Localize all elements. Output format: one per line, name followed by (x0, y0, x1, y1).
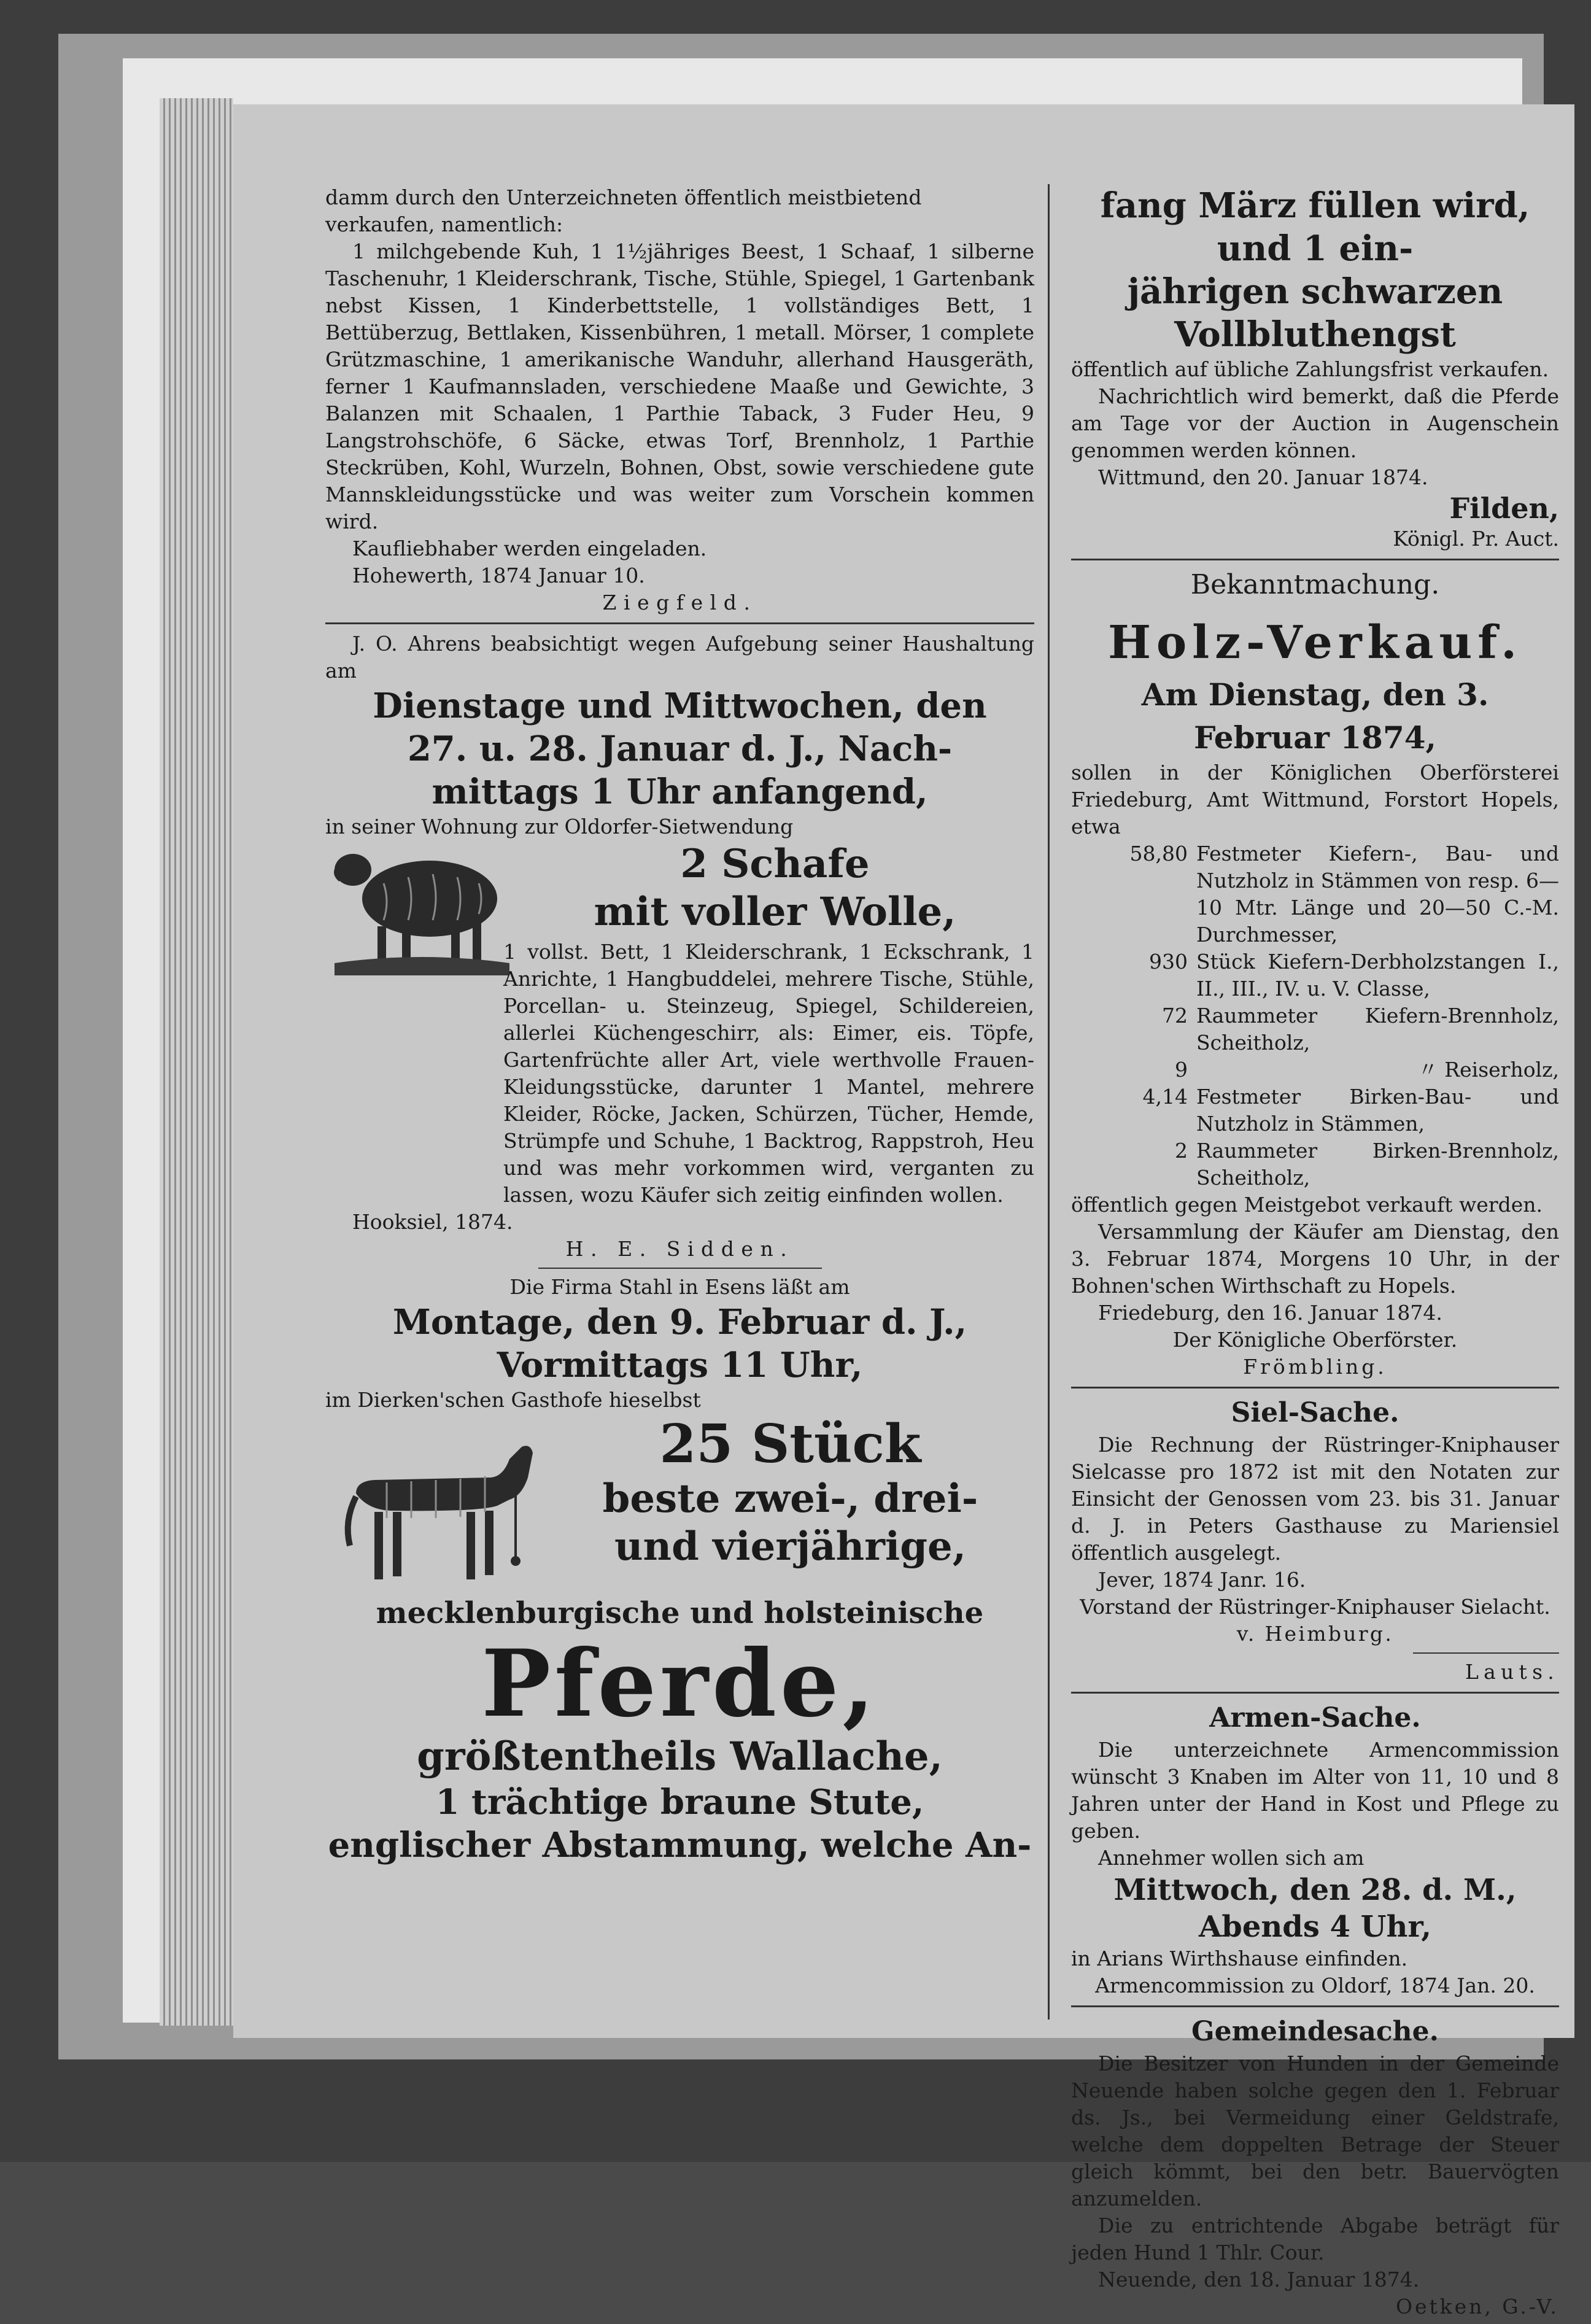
horse-icon (331, 1438, 540, 1592)
horse-text (546, 1414, 1034, 1592)
divider (325, 622, 1034, 624)
ad-intro: sollen in der Königlichen Oberförsterei Friedeburg, Amt Wittmund, Forstort Hopels, etwa (1071, 761, 1559, 839)
lot-quantity: 2 (1175, 1139, 1188, 1163)
signature: v. Heimburg. (1236, 1622, 1394, 1646)
place-date: Neuende, den 18. Januar 1874. (1098, 2268, 1420, 2291)
text-line: öffentlich gegen Meistgebot verkauft werden. (1071, 1193, 1543, 1217)
headline: Siel-Sache. (1231, 1397, 1399, 1428)
item-list: 1 vollst. Bett, 1 Kleiderschrank, 1 Eckschrank, 1 Anrichte, 1 Hangbuddelei, mehrere Tische, Stühle, Porcellan- u. Steinzeug, Spiegel, Schildereien, allerlei Küchengeschirr, als: Eimer, eis. Töpfe, Gartenfrüchte aller Art, viele werthvolle Frauen-Kleidungsstücke, darunter 1 Mantel, mehrere Kleider, Röcke, Jacken, Schürzen, Tücher, Hemde, Strümpfe und Schuhe, 1 Backtrog, Rappstroh, Heu und was mehr vorkommen wird, verganten zu lassen, wozu Käufer sich zeitig einfinden wollen. (503, 940, 1034, 1207)
lot-description: Festmeter Kiefern-, Bau- und Nutzholz in Stämmen von resp. 6—10 Mtr. Länge und 20—50 C.-M. Durchmesser, (1196, 842, 1559, 947)
ad-armen-sache (1071, 1700, 1559, 1999)
left-column (325, 184, 1034, 1870)
date-line: Am Dienstag, den 3. Februar 1874, (1141, 676, 1489, 756)
headline: jährigen schwarzen Vollbluthengst (1127, 271, 1503, 355)
lot-quantity: 72 (1162, 1004, 1188, 1028)
column-rule (1048, 184, 1050, 2020)
text-line: Annehmer wollen sich am (1098, 1846, 1365, 1870)
text-line: verkaufen, namentlich: (325, 212, 563, 236)
fee-note: Die zu entrichtende Abgabe beträgt für jeden Hund 1 Thlr. Cour. (1071, 2214, 1559, 2264)
headline: 2 Schafe (680, 841, 870, 887)
lot-row (1071, 1056, 1559, 1083)
date-line: 27. u. 28. Januar d. J., Nach- (407, 729, 953, 769)
signature-role: Königl. Pr. Auct. (1393, 527, 1559, 551)
headline: 25 Stück (659, 1413, 921, 1475)
headline: beste zwei-, drei- (602, 1476, 978, 1522)
signature: Filden, (1449, 492, 1559, 525)
date-line: Mittwoch, den 28. d. M., (1113, 1873, 1517, 1907)
ad-horse-continued (1071, 184, 1559, 552)
invitation: Kaufliebhaber werden eingeladen. (352, 536, 707, 560)
text-line: damm durch den Unterzeichneten öffentlich meistbietend (325, 185, 922, 209)
lot-description: Stück Kiefern-Derbholzstangen I., II., III., IV. u. V. Classe, (1196, 950, 1559, 1001)
ad-siel-sache (1071, 1395, 1559, 1686)
place-date: Friedeburg, den 16. Januar 1874. (1098, 1301, 1442, 1325)
horse-row (325, 1414, 1034, 1592)
lot-quantity: 930 (1149, 950, 1188, 974)
date-line: Abends 4 Uhr, (1199, 1910, 1431, 1944)
lot-row (1071, 1002, 1559, 1056)
lot-description: Raummeter Kiefern-Brennholz, Scheitholz, (1196, 1004, 1559, 1055)
lot-description: Raummeter Birken-Brennholz, Scheitholz, (1196, 1139, 1559, 1190)
signature: Oetken, G.-V. (1395, 2295, 1559, 2318)
headline: englischer Abstammung, welche An- (328, 1825, 1032, 1865)
date-line: mittags 1 Uhr anfangend, (432, 772, 928, 812)
date-line: Vormittags 11 Uhr, (497, 1345, 863, 1385)
divider (1071, 559, 1559, 560)
lot-description: 〃 Reiserholz, (1417, 1058, 1559, 1082)
lot-row (1071, 1083, 1559, 1137)
place-date: Hooksiel, 1874. (352, 1210, 513, 1234)
sheep-illustration (325, 840, 516, 982)
newspaper-page (233, 104, 1574, 2318)
date-line: Dienstage und Mittwochen, den (373, 686, 987, 726)
location-line: im Dierken'schen Gasthofe hieselbst (325, 1388, 701, 1412)
divider (1071, 1692, 1559, 1694)
lot-row (1071, 1137, 1559, 1191)
lot-row (1071, 840, 1559, 948)
ad-intro: Die Firma Stahl in Esens läßt am (509, 1275, 850, 1299)
signature: Lauts. (1465, 1660, 1559, 1684)
divider-short (1413, 1652, 1560, 1654)
ad-intro: J. O. Ahrens beabsichtigt wegen Aufgebung seiner Haushaltung am (325, 632, 1034, 683)
notice-text: Die Rechnung der Rüstringer-Kniphauser Sielcasse pro 1872 ist mit den Notaten zur Einsicht der Genossen vom 23. bis 31. Januar d. J. in Peters Gasthause zu Mariensiel öffentlich ausgelegt. (1071, 1433, 1559, 1565)
right-column (1071, 184, 1559, 2324)
divider (1071, 1387, 1559, 1389)
divider-short (538, 1268, 822, 1269)
headline: und vierjährige, (614, 1524, 966, 1570)
lot-quantity: 58,80 (1129, 842, 1188, 866)
ad-ahrens (325, 630, 1034, 1263)
kicker: Bekanntmachung. (1190, 569, 1440, 600)
headline: fang März füllen wird, und 1 ein- (1100, 185, 1530, 269)
ad-auction-hohewerth (325, 184, 1034, 616)
headline: Holz-Verkauf. (1108, 616, 1522, 669)
signature: H. E. Sidden. (565, 1237, 794, 1261)
horse-illustration (325, 1414, 546, 1592)
headline: größtentheils Wallache, (417, 1733, 943, 1780)
divider (1071, 2005, 1559, 2007)
page-edges (160, 98, 233, 2026)
headline: 1 trächtige braune Stute, (435, 1782, 924, 1822)
item-list: 1 milchgebende Kuh, 1 1½jähriges Beest, 1 Schaaf, 1 silberne Taschenuhr, 1 Kleiderschrank, Tische, Stühle, Spiegel, 1 Gartenbank nebst Kissen, 1 Kinderbettstelle, 1 vollständiges Bett, 1 Bettüberzug, Bettlaken, Kissenbühren, 1 metall. Mörser, 1 complete Grützmaschine, 1 amerikanische Wanduhr, allerhand Hausgeräth, ferner 1 Kaufmannsladen, verschiedene Maaße und Gewichte, 3 Balanzen mit Schaalen, 1 Parthie Taback, 3 Fuder Heu, 9 Langstrohschöfe, 6 Säcke, etwas Torf, Brennholz, 1 Parthie Steckrüben, Kohl, Wurzeln, Bohnen, Obst, sowie verschiedene gute Mannskleidungsstücke und was weiter zum Vorschein kommen wird. (325, 239, 1034, 533)
big-headline: Pferde, (481, 1630, 878, 1738)
ad-gemeindesache (1071, 2013, 1559, 2320)
note: Nachrichtlich wird bemerkt, daß die Pferde am Tage vor der Auction in Augenschein genommen werden können. (1071, 384, 1559, 462)
signature: Armencommission zu Oldorf, 1874 Jan. 20. (1095, 1973, 1535, 1997)
date-line: Montage, den 9. Februar d. J., (392, 1302, 967, 1342)
signature: Frömbling. (1243, 1355, 1387, 1379)
signature: Ziegfeld. (602, 591, 757, 614)
headline: Gemeindesache. (1191, 2016, 1439, 2047)
meeting-note: Versammlung der Käufer am Dienstag, den 3. Februar 1874, Morgens 10 Uhr, in der Bohnen'schen Wirthschaft zu Hopels. (1071, 1220, 1559, 1298)
headline: Armen-Sache. (1209, 1702, 1421, 1733)
organization: Vorstand der Rüstringer-Kniphauser Sielacht. (1080, 1595, 1550, 1619)
place-date: Wittmund, den 20. Januar 1874. (1098, 465, 1428, 489)
location-line: in seiner Wohnung zur Oldorfer-Sietwendung (325, 815, 794, 839)
text-line: öffentlich auf übliche Zahlungsfrist verkaufen. (1071, 357, 1549, 381)
sheep-icon (328, 840, 513, 982)
signature-role: Der Königliche Oberförster. (1172, 1328, 1458, 1352)
lot-description: Festmeter Birken-Bau- und Nutzholz in Stämmen, (1196, 1085, 1559, 1136)
lot-quantity: 4,14 (1142, 1085, 1188, 1109)
headline: mit voller Wolle, (594, 889, 956, 935)
place-date: Hohewerth, 1874 Januar 10. (352, 564, 645, 587)
ad-holz-verkauf (1071, 567, 1559, 1381)
subheadline: mecklenburgische und holsteinische (376, 1596, 984, 1630)
notice-text: Die Besitzer von Hunden in der Gemeinde Neuende haben solche gegen den 1. Februar ds. Js., bei Vermeidung einer Geldstrafe, welche dem doppelten Betrage der Steuer gleich kömmt, bei den betr. Bauervögten anzumelden. (1071, 2051, 1559, 2210)
place-date: Jever, 1874 Janr. 16. (1098, 1568, 1306, 1592)
ad-stahl-horses (325, 1274, 1034, 1867)
lot-quantity: 9 (1175, 1058, 1188, 1082)
lot-row (1071, 948, 1559, 1002)
location-line: in Arians Wirthshause einfinden. (1071, 1946, 1408, 1970)
notice-text: Die unterzeichnete Armencommission wünscht 3 Knaben im Alter von 11, 10 und 8 Jahren unter der Hand in Kost und Pflege zu geben. (1071, 1738, 1559, 1843)
